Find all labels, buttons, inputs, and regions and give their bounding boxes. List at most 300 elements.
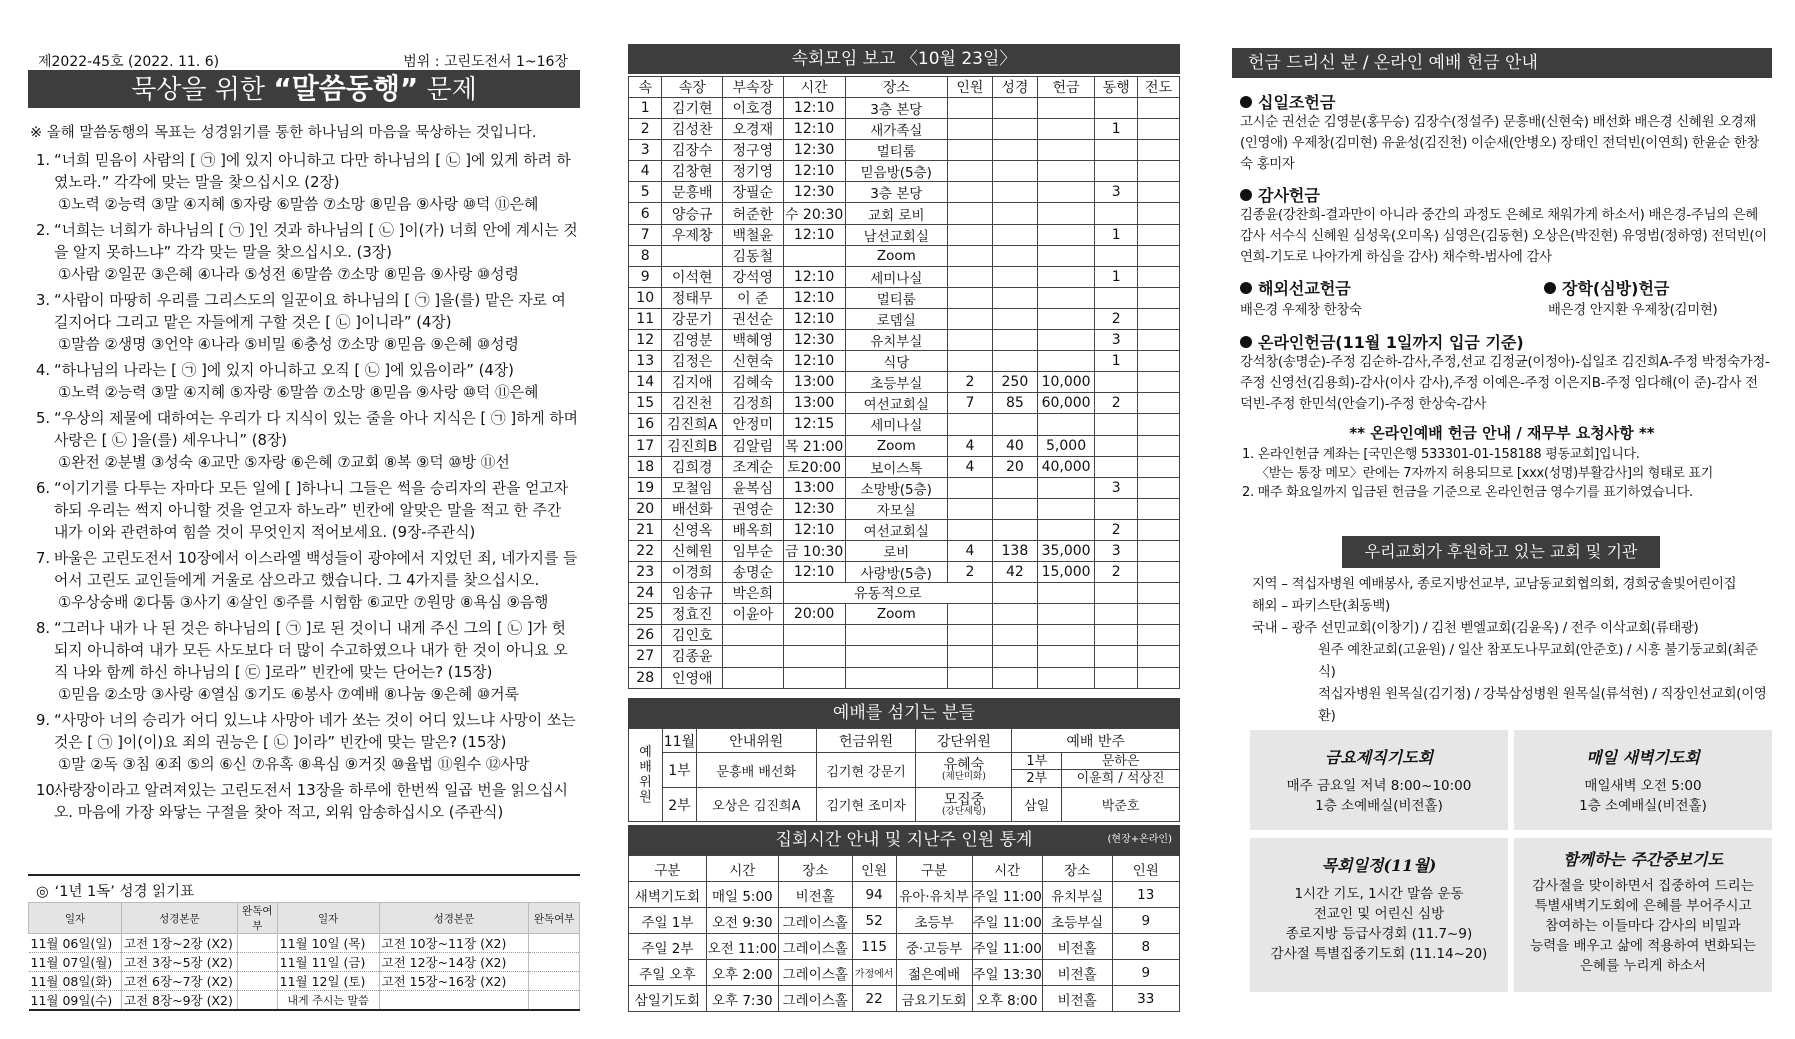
cell-time: 목 21:00 xyxy=(783,435,845,456)
reading-row xyxy=(29,991,580,1011)
cell-no: 17 xyxy=(629,435,662,456)
cell-leader: 모철임 xyxy=(662,477,723,498)
reading-cell xyxy=(237,953,277,972)
meetings-table xyxy=(628,855,1180,1012)
cell-bible xyxy=(992,308,1037,329)
meeting-row xyxy=(629,960,1180,986)
cell-bible xyxy=(992,161,1037,182)
thanks-title: 감사헌금 xyxy=(1258,186,1320,205)
reading-cell xyxy=(237,972,277,991)
cell-header: 헌금 xyxy=(1037,77,1094,98)
cell-companion: 2 xyxy=(1095,562,1138,583)
cell-offering xyxy=(1037,477,1094,498)
cell-time: 12:10 xyxy=(783,224,845,245)
question-options: ①노력 ②능력 ③말 ④지혜 ⑤자랑 ⑥말씀 ⑦소망 ⑧믿음 ⑨사랑 ⑩덕 ⑪은혜 xyxy=(58,384,539,401)
cell-location: 보이스톡 xyxy=(845,456,947,477)
cell-leader: 이석현 xyxy=(662,266,723,287)
cell-bible: 40 xyxy=(992,435,1037,456)
meeting-row xyxy=(629,882,1180,908)
tithe-title: 십일조헌금 xyxy=(1258,93,1336,112)
cell-offering xyxy=(1037,161,1094,182)
cell-no: 12 xyxy=(629,330,662,351)
reading-title xyxy=(28,874,580,900)
cell-location: 3층 본당 xyxy=(845,98,947,119)
cell-evangelism xyxy=(1138,414,1180,435)
cell-companion xyxy=(1095,287,1138,308)
meeting-cell: 비전홀 xyxy=(778,882,852,908)
meeting-header: 장소 xyxy=(1042,856,1112,882)
cell-leader: 김장수 xyxy=(662,140,723,161)
cell-no: 14 xyxy=(629,372,662,393)
weekly-prayer-5: 은혜를 누리게 하소서 xyxy=(1580,958,1706,974)
cell-count xyxy=(947,604,992,625)
cell-location: 유동적으로 xyxy=(783,583,992,604)
cell-location: 멀티룸 xyxy=(845,287,947,308)
cell-no: 21 xyxy=(629,519,662,540)
cell-bible xyxy=(992,203,1037,224)
cell-companion: 2 xyxy=(1095,519,1138,540)
title-bold: “말씀동행” xyxy=(273,72,419,105)
cell-time: 12:10 xyxy=(783,266,845,287)
cell-time: 12:30 xyxy=(783,330,845,351)
question-options: ①노력 ②능력 ③말 ④지혜 ⑤자랑 ⑥말씀 ⑦소망 ⑧믿음 ⑨사랑 ⑩덕 ⑪은혜 xyxy=(58,196,539,213)
table-row xyxy=(629,519,1180,540)
cell-no: 2 xyxy=(629,119,662,140)
cell-subleader: 김알림 xyxy=(723,435,784,456)
cell-subleader: 권선순 xyxy=(723,308,784,329)
question-number: 7. xyxy=(36,550,51,567)
cell-subleader xyxy=(723,625,784,646)
table-row xyxy=(629,266,1180,287)
cell-evangelism xyxy=(1138,456,1180,477)
scripture-range: 범위 : 고린도전서 1~16장 xyxy=(403,54,568,70)
cell-offering xyxy=(1037,646,1094,667)
cell-no: 13 xyxy=(629,351,662,372)
cell-leader: 김인호 xyxy=(662,625,723,646)
cell-no: 27 xyxy=(629,646,662,667)
meeting-cell: 오후 2:00 xyxy=(706,960,778,986)
cell-location: Zoom xyxy=(845,435,947,456)
meeting-cell: 33 xyxy=(1112,986,1179,1012)
offering-1: 김기현 강문기 xyxy=(816,753,916,788)
cell-location: 소망방(5층) xyxy=(845,477,947,498)
cell-subleader: 오경재 xyxy=(723,119,784,140)
table-row xyxy=(629,203,1180,224)
table-row xyxy=(629,456,1180,477)
cell-companion: 1 xyxy=(1095,119,1138,140)
cell-location: 세미나실 xyxy=(845,266,947,287)
cell-evangelism xyxy=(1138,604,1180,625)
cell-companion: 1 xyxy=(1095,351,1138,372)
cell-bible xyxy=(992,119,1037,140)
question-options: ①우상숭배 ②다툼 ③사기 ④살인 ⑤주를 시험함 ⑥교만 ⑦원망 ⑧욕심 ⑨음행 xyxy=(58,594,549,611)
meeting-cell: 52 xyxy=(852,908,896,934)
cell-bible xyxy=(992,287,1037,308)
reading-cell xyxy=(529,934,580,953)
col-offering: 헌금위원 xyxy=(816,729,916,753)
cell-subleader: 조계순 xyxy=(723,456,784,477)
cell-no: 9 xyxy=(629,266,662,287)
table-row xyxy=(629,287,1180,308)
cell-bible xyxy=(992,245,1037,266)
cell-companion: 2 xyxy=(1095,393,1138,414)
question-item xyxy=(28,220,580,286)
meeting-cell: 그레이스홀 xyxy=(778,908,852,934)
cell-location: 멀티룸 xyxy=(845,140,947,161)
meeting-cell: 비전홀 xyxy=(1042,934,1112,960)
cell-time: 12:10 xyxy=(783,519,845,540)
cell-bible xyxy=(992,519,1037,540)
cell-no: 1 xyxy=(629,98,662,119)
cell-subleader: 김정희 xyxy=(723,393,784,414)
cell-leader: 김창현 xyxy=(662,161,723,182)
november-schedule-1: 1시간 기도, 1시간 말씀 운동 xyxy=(1294,886,1464,902)
cell-location: 유치부실 xyxy=(845,330,947,351)
cell-offering xyxy=(1037,625,1094,646)
meeting-cell: 오전 11:00 xyxy=(706,934,778,960)
meeting-row xyxy=(629,908,1180,934)
cell-offering: 35,000 xyxy=(1037,540,1094,561)
cell-leader: 문흥배 xyxy=(662,182,723,203)
cell-subleader: 이 준 xyxy=(723,287,784,308)
cell-count xyxy=(947,245,992,266)
cell-companion xyxy=(1095,667,1138,688)
cell-count xyxy=(947,161,992,182)
cell-time: 12:30 xyxy=(783,498,845,519)
reading-header: 완독여부 xyxy=(237,903,277,934)
support-domestic-3: 적십자병원 원목실(김기정) / 강북삼성병원 원목실(류석현) / 직장인선교회(이영환) xyxy=(1318,687,1767,724)
cell-evangelism xyxy=(1138,140,1180,161)
cell-bible: 138 xyxy=(992,540,1037,561)
cell-evangelism xyxy=(1138,625,1180,646)
question-options: ①말 ②독 ③침 ④죄 ⑤의 ⑥신 ⑦유혹 ⑧욕심 ⑨거짓 ⑩율법 ⑪원수 ⑫사망 xyxy=(58,756,530,773)
cell-no: 4 xyxy=(629,161,662,182)
meeting-cell: 비전홀 xyxy=(1042,960,1112,986)
part-1: 1부 xyxy=(662,753,696,788)
reading-header: 성경본문 xyxy=(379,903,529,934)
cell-bible xyxy=(992,667,1037,688)
cell-evangelism xyxy=(1138,646,1180,667)
cell-time: 12:15 xyxy=(783,414,845,435)
cell-companion xyxy=(1095,161,1138,182)
question-text: “너희는 너희가 하나님의 [ ㉠ ]인 것과 하나님의 [ ㉡ ]이(가) 너희 안에 계시는 것을 알지 못하느냐” 각각 맞는 말을 찾으십시오. (3장) xyxy=(54,222,578,261)
table-row xyxy=(629,604,1180,625)
cell-leader: 김정은 xyxy=(662,351,723,372)
table-row xyxy=(629,98,1180,119)
cell-subleader: 정기영 xyxy=(723,161,784,182)
cell-evangelism xyxy=(1138,224,1180,245)
meeting-header: 장소 xyxy=(778,856,852,882)
reading-cell: 고전 10장~11장 (X2) xyxy=(379,934,529,953)
online-title: 온라인헌금(11월 1일까지 입금 기준) xyxy=(1258,333,1524,352)
bullet-icon xyxy=(1240,189,1252,201)
question-text: “우상의 제물에 대하여는 우리가 다 지식이 있는 줄을 아나 지식은 [ ㉠ ]하게 하며 사랑은 [ ㉡ ]을(를) 세우나니” (8장) xyxy=(54,410,578,449)
cell-location: 식당 xyxy=(845,351,947,372)
meeting-cell: 주일 11:00 xyxy=(972,882,1042,908)
servers-month: 11월 xyxy=(662,729,696,753)
cell-bible xyxy=(992,140,1037,161)
cell-evangelism xyxy=(1138,287,1180,308)
cell-location xyxy=(845,625,947,646)
cell-no: 3 xyxy=(629,140,662,161)
cell-offering xyxy=(1037,351,1094,372)
cell-companion xyxy=(1095,625,1138,646)
cell-no: 18 xyxy=(629,456,662,477)
cell-subleader: 허준한 xyxy=(723,203,784,224)
cell-location: 남선교회실 xyxy=(845,224,947,245)
friday-prayer-1: 매주 금요일 저녁 8:00~10:00 xyxy=(1286,778,1472,794)
cell-bible: 20 xyxy=(992,456,1037,477)
cell-report-table xyxy=(628,76,1180,689)
cell-leader: 인영애 xyxy=(662,667,723,688)
cell-evangelism xyxy=(1138,351,1180,372)
table-row xyxy=(629,330,1180,351)
cell-count: 7 xyxy=(947,393,992,414)
question-item xyxy=(28,290,580,356)
meeting-cell: 유아·유치부 xyxy=(896,882,972,908)
cell-offering xyxy=(1037,308,1094,329)
bullet-icon xyxy=(1240,282,1252,294)
reading-cell xyxy=(379,991,529,1011)
table-row xyxy=(629,583,1180,604)
cell-time: 12:10 xyxy=(783,308,845,329)
cell-no: 26 xyxy=(629,625,662,646)
cell-evangelism xyxy=(1138,308,1180,329)
cell-leader: 정태무 xyxy=(662,287,723,308)
question-item xyxy=(28,360,580,404)
cell-no: 20 xyxy=(629,498,662,519)
cell-bible xyxy=(992,266,1037,287)
weekly-prayer-box xyxy=(1514,838,1772,992)
question-options: ①완전 ②분별 ③성숙 ④교만 ⑤자랑 ⑥은혜 ⑦교회 ⑧복 ⑨덕 ⑩방 ⑪선 xyxy=(58,454,510,471)
cell-subleader xyxy=(723,646,784,667)
cell-subleader: 백혜영 xyxy=(723,330,784,351)
reading-row xyxy=(29,972,580,991)
cell-count xyxy=(947,224,992,245)
col-altar: 강단위원 xyxy=(916,729,1012,753)
cell-companion: 3 xyxy=(1095,330,1138,351)
cell-count xyxy=(947,330,992,351)
cell-time: 수 20:30 xyxy=(783,203,845,224)
cell-time: 12:10 xyxy=(783,161,845,182)
table-row xyxy=(629,540,1180,561)
cell-offering: 10,000 xyxy=(1037,372,1094,393)
cell-evangelism xyxy=(1138,667,1180,688)
cell-value xyxy=(1095,583,1138,604)
cell-leader xyxy=(662,245,723,266)
col-usher: 안내위원 xyxy=(696,729,816,753)
cell-offering xyxy=(1037,287,1094,308)
cell-subleader: 장필순 xyxy=(723,182,784,203)
cell-bible xyxy=(992,604,1037,625)
cell-count xyxy=(947,98,992,119)
meeting-header: 구분 xyxy=(896,856,972,882)
cell-bible xyxy=(992,224,1037,245)
altar-1-sub: (제단미화) xyxy=(941,771,986,782)
meeting-cell: 오전 9:30 xyxy=(706,908,778,934)
cell-evangelism xyxy=(1138,98,1180,119)
reading-cell: 11월 11일 (금) xyxy=(277,953,379,972)
cell-no: 11 xyxy=(629,308,662,329)
table-row xyxy=(629,646,1180,667)
meetings-title-bar xyxy=(628,825,1180,855)
cell-evangelism xyxy=(1138,540,1180,561)
cell-time: 13:00 xyxy=(783,393,845,414)
cell-offering xyxy=(1037,667,1094,688)
cell-bible xyxy=(992,498,1037,519)
cell-offering xyxy=(1037,140,1094,161)
cell-bible xyxy=(992,625,1037,646)
cell-count: 4 xyxy=(947,540,992,561)
dawn-prayer-title: 매일 새벽기도회 xyxy=(1586,748,1700,767)
reading-cell: 고전 1장~2장 (X2) xyxy=(121,934,237,953)
cell-bible: 42 xyxy=(992,562,1037,583)
cell-companion xyxy=(1095,98,1138,119)
reading-header: 성경본문 xyxy=(121,903,237,934)
cell-time: 12:30 xyxy=(783,140,845,161)
cell-location: 초등부실 xyxy=(845,372,947,393)
friday-prayer-2: 1층 소예배실(비전홀) xyxy=(1315,798,1443,814)
question-item xyxy=(28,478,580,544)
cell-count: 4 xyxy=(947,456,992,477)
cell-no: 15 xyxy=(629,393,662,414)
cell-subleader: 강석영 xyxy=(723,266,784,287)
cell-no: 16 xyxy=(629,414,662,435)
question-number: 6. xyxy=(36,480,51,497)
cell-leader: 김진희A xyxy=(662,414,723,435)
acc-part-3: 삼일 xyxy=(1012,788,1062,822)
mission-title: 해외선교헌금 xyxy=(1258,279,1351,298)
meeting-cell: 비전홀 xyxy=(1042,986,1112,1012)
meeting-cell: 그레이스홀 xyxy=(778,960,852,986)
meeting-row xyxy=(629,934,1180,960)
weekly-prayer-4: 능력을 배우고 삶에 적용하여 변화되는 xyxy=(1530,938,1756,954)
cell-subleader: 이윤아 xyxy=(723,604,784,625)
cell-evangelism xyxy=(1138,477,1180,498)
question-text: 바울은 고린도전서 10장에서 이스라엘 백성들이 광야에서 지었던 죄, 네가지를 들어서 고린도 교인들에게 거울로 삼으라고 했습니다. 그 4가지를 찾으십시오. xyxy=(54,550,578,589)
cell-offering xyxy=(1037,604,1094,625)
cell-count xyxy=(947,287,992,308)
cell-offering xyxy=(1037,224,1094,245)
notice-1b: 〈받는 통장 메모〉란에는 7자까지 허용되므로 [xxx(성명)부활감사]의 형태로 표기 xyxy=(1256,466,1713,481)
reading-cell: 고전 3장~5장 (X2) xyxy=(121,953,237,972)
acc-part-1: 1부 xyxy=(1012,753,1061,770)
cell-subleader: 박은희 xyxy=(723,583,784,604)
question-text: “하나님의 나라는 [ ㉠ ]에 있지 아니하고 오직 [ ㉡ ]에 있음이라” (4장) xyxy=(54,362,514,379)
cell-subleader: 권영순 xyxy=(723,498,784,519)
servers-side-label: 예배위원 xyxy=(629,729,663,822)
question-item xyxy=(28,780,580,824)
reading-cell: 고전 12장~14장 (X2) xyxy=(379,953,529,972)
title-post: 문제 xyxy=(426,75,477,105)
friday-prayer-box xyxy=(1250,730,1508,830)
reading-cell: 11월 09일(수) xyxy=(29,991,122,1011)
cell-time xyxy=(783,245,845,266)
cell-bible: 85 xyxy=(992,393,1037,414)
cell-evangelism xyxy=(1138,562,1180,583)
reading-cell: 고전 15장~16장 (X2) xyxy=(379,972,529,991)
bullet-icon xyxy=(1240,96,1252,108)
table-row xyxy=(629,435,1180,456)
cell-companion xyxy=(1095,456,1138,477)
meeting-cell: 9 xyxy=(1112,908,1179,934)
meeting-cell: 새벽기도회 xyxy=(629,882,707,908)
cell-time: 13:00 xyxy=(783,477,845,498)
question-text: “사람이 마땅히 우리를 그리스도의 일꾼이요 하나님의 [ ㉠ ]을(를) 맡은 자로 여길지어다 그리고 맡은 자들에게 구할 것은 [ ㉡ ]이니라” (4장) xyxy=(54,292,566,331)
acc-2: 이윤희 / 석상진 xyxy=(1076,771,1165,786)
table-row xyxy=(629,625,1180,646)
bullet-icon xyxy=(1544,282,1556,294)
cell-evangelism xyxy=(1138,393,1180,414)
cell-offering xyxy=(1037,330,1094,351)
meeting-cell: 오후 7:30 xyxy=(706,986,778,1012)
cell-subleader: 송명순 xyxy=(723,562,784,583)
weekly-prayer-2: 특별새벽기도회에 은혜를 부어주시고 xyxy=(1534,898,1752,914)
cell-time: 12:10 xyxy=(783,351,845,372)
cell-offering: 15,000 xyxy=(1037,562,1094,583)
cell-evangelism xyxy=(1138,119,1180,140)
cell-header: 인원 xyxy=(947,77,992,98)
november-schedule-title: 목회일정(11월) xyxy=(1321,856,1437,875)
offering-2: 김기현 조미자 xyxy=(816,788,916,822)
tithe-heading xyxy=(1240,90,1335,113)
report-column xyxy=(628,0,1180,1039)
cell-leader: 김지애 xyxy=(662,372,723,393)
notice-1: 1. 온라인헌금 계좌는 [국민은행 533301-01-158188 평동교회]입니다. xyxy=(1242,447,1640,462)
cell-offering xyxy=(1037,266,1094,287)
question-number: 10. xyxy=(36,782,60,799)
cell-no: 8 xyxy=(629,245,662,266)
cell-companion xyxy=(1095,414,1138,435)
meeting-cell: 94 xyxy=(852,882,896,908)
cell-bible xyxy=(992,351,1037,372)
mission-heading xyxy=(1240,276,1351,299)
cell-count xyxy=(947,646,992,667)
cell-time: 12:10 xyxy=(783,98,845,119)
reading-row xyxy=(29,934,580,953)
cell-location xyxy=(845,646,947,667)
cell-evangelism xyxy=(1138,372,1180,393)
cell-evangelism xyxy=(1138,519,1180,540)
question-item xyxy=(28,408,580,474)
cell-companion xyxy=(1095,140,1138,161)
altar-1-name: 유혜숙 xyxy=(943,757,985,773)
cell-leader: 양승규 xyxy=(662,203,723,224)
cell-leader: 배선화 xyxy=(662,498,723,519)
cell-bible: 250 xyxy=(992,372,1037,393)
cell-subleader: 배옥희 xyxy=(723,519,784,540)
meeting-header: 시간 xyxy=(706,856,778,882)
cell-count xyxy=(947,140,992,161)
meeting-cell: 초등부실 xyxy=(1042,908,1112,934)
cell-header: 성경 xyxy=(992,77,1037,98)
cell-leader: 이경희 xyxy=(662,562,723,583)
offering-column xyxy=(1232,0,1772,1039)
servers-table xyxy=(628,728,1180,822)
cell-companion xyxy=(1095,435,1138,456)
meeting-cell: 매일 5:00 xyxy=(706,882,778,908)
cell-leader: 김진천 xyxy=(662,393,723,414)
dawn-prayer-box xyxy=(1514,730,1772,830)
cell-leader: 강문기 xyxy=(662,308,723,329)
issue-number: 제2022-45호 (2022. 11. 6) xyxy=(38,54,220,70)
servers-title: 예배를 섬기는 분들 xyxy=(628,698,1180,728)
question-options: ①사람 ②일꾼 ③은혜 ④나라 ⑤성전 ⑥말씀 ⑦소망 ⑧믿음 ⑨사랑 ⑩성령 xyxy=(58,266,519,283)
cell-subleader: 김혜숙 xyxy=(723,372,784,393)
cell-value xyxy=(992,583,1037,604)
cell-header: 동행 xyxy=(1095,77,1138,98)
cell-leader: 김영분 xyxy=(662,330,723,351)
